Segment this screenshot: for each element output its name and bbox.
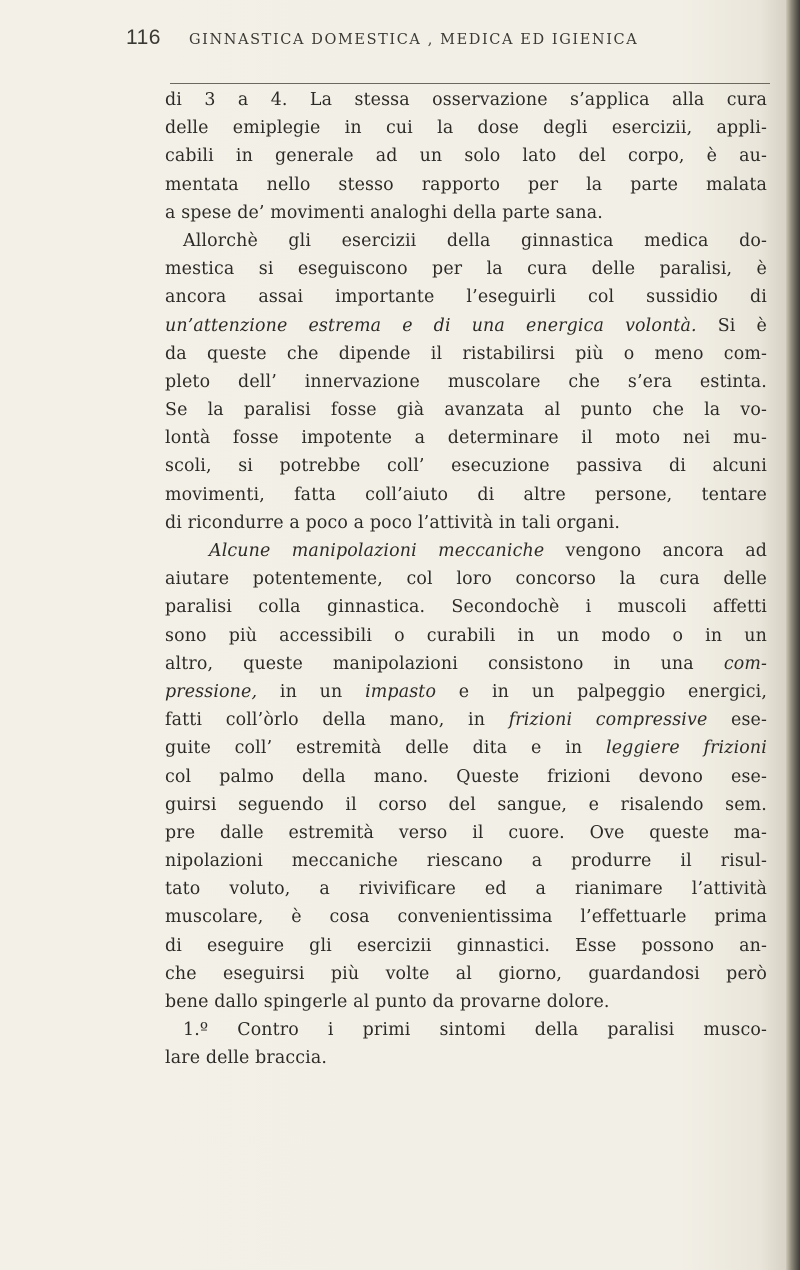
text-line [165, 255, 767, 283]
italic-text: com- [723, 653, 767, 674]
text-segment: che eseguirsi più volte al giorno, guardandosi però [165, 963, 767, 984]
text-segment: sono più accessibili o curabili in un modo o in un [165, 625, 767, 646]
text-segment: pleto dell’ innervazione muscolare che s’era estinta. [165, 371, 767, 392]
text-line [165, 340, 767, 368]
text-segment: paralisi colla ginnastica. Secondochè i muscoli affetti [165, 597, 767, 618]
text-segment: Si è [696, 315, 767, 336]
text-line [165, 593, 767, 621]
text-line [165, 678, 767, 706]
text-line [165, 283, 767, 311]
text-segment: muscolare, è cosa convenientissima l’effettuarle prima [165, 907, 767, 928]
italic-text: un’attenzione estrema e di una energica volontà. [165, 315, 697, 336]
text-segment: di eseguire gli esercizii ginnastici. Esse possono an- [165, 935, 767, 956]
text-line [165, 622, 767, 650]
text-line [165, 142, 767, 170]
text-line [165, 960, 767, 988]
text-segment: mestica si eseguiscono per la cura delle paralisi, è [165, 259, 767, 280]
running-head: GINNASTICA DOMESTICA , MEDICA ED IGIENICA [188, 32, 639, 48]
paragraph-start-line [165, 537, 767, 565]
text-segment: di ricondurre a poco a poco l’attività in tali organi. [165, 512, 621, 533]
italic-text: pressione, [165, 681, 258, 702]
page-binding-edge [786, 0, 800, 1270]
text-segment: mentata nello stesso rapporto per la parte malata [165, 174, 767, 195]
text-line [165, 791, 767, 819]
text-line [165, 86, 767, 114]
text-line [165, 988, 767, 1016]
header-rule [170, 83, 770, 84]
text-line [165, 847, 767, 875]
text-line [165, 199, 767, 227]
text-segment: lontà fosse impotente a determinare il moto nei mu- [165, 428, 767, 449]
text-segment: scoli, si potrebbe coll’ esecuzione passiva di alcuni [165, 456, 767, 477]
text-segment: vengono ancora ad [544, 541, 767, 561]
text-segment: 1.º Contro i primi sintomi della paralisi musco- [183, 1020, 767, 1041]
text-segment: e in un palpeggio energici, [436, 681, 768, 702]
text-segment: nipolazioni meccaniche riescano a produrre il risul- [165, 851, 767, 872]
text-line [165, 650, 767, 678]
italic-text: leggiere frizioni [606, 738, 767, 759]
text-line [165, 171, 767, 199]
text-line [165, 452, 767, 480]
italic-text: impasto [365, 681, 437, 702]
text-segment: movimenti, fatta coll’aiuto di altre persone, tentare [165, 484, 767, 505]
paragraph-start-line [165, 227, 767, 255]
text-segment: ese- [707, 710, 767, 731]
text-line [165, 312, 767, 340]
text-segment: aiutare potentemente, col loro concorso la cura delle [165, 569, 767, 590]
text-segment: ancora assai importante l’eseguirli col sussidio di [165, 287, 767, 308]
text-line [165, 114, 767, 142]
text-segment: fatti coll’òrlo della mano, in [165, 710, 509, 731]
text-line [165, 481, 767, 509]
text-segment: in un [257, 681, 366, 702]
text-segment: bene dallo spingerle al punto da provarne dolore. [165, 992, 610, 1012]
text-line [165, 875, 767, 903]
text-line [165, 396, 767, 424]
page-header [126, 26, 726, 66]
text-line [165, 932, 767, 960]
italic-text: Alcune manipolazioni meccaniche [209, 541, 545, 561]
text-segment: lare delle braccia. [165, 1048, 328, 1069]
text-line [165, 706, 767, 734]
page-number: 116 [126, 26, 161, 49]
text-line [165, 763, 767, 791]
text-line [165, 424, 767, 452]
text-segment: da queste che dipende il ristabilirsi più o meno com- [165, 343, 767, 364]
text-line [165, 509, 767, 537]
text-segment: di 3 a 4. La stessa osservazione s’applica alla cura [165, 90, 767, 110]
text-segment: a spese de’ movimenti analoghi della parte sana. [165, 202, 603, 223]
text-segment: altro, queste manipolazioni consistono in una [165, 653, 724, 674]
text-line [165, 1044, 767, 1072]
text-line [165, 734, 767, 762]
text-segment: pre dalle estremità verso il cuore. Ove queste ma- [165, 822, 767, 843]
text-segment: col palmo della mano. Queste frizioni devono ese- [165, 766, 767, 787]
text-segment: guite coll’ estremità delle dita e in [165, 738, 606, 759]
text-segment: delle emiplegie in cui la dose degli esercizii, appli- [165, 118, 767, 139]
text-segment: guirsi seguendo il corso del sangue, e risalendo sem. [165, 794, 767, 815]
text-line [165, 565, 767, 593]
text-segment: cabili in generale ad un solo lato del corpo, è au- [165, 146, 767, 167]
text-segment: Allorchè gli esercizii della ginnastica medica do- [183, 230, 767, 251]
body-text [165, 86, 767, 1073]
text-line [165, 368, 767, 396]
italic-text: frizioni compressive [508, 710, 708, 731]
text-segment: Se la paralisi fosse già avanzata al punto che la vo- [165, 400, 767, 421]
list-item-line [165, 1016, 767, 1044]
text-line [165, 903, 767, 931]
text-segment: tato voluto, a rivivificare ed a rianimare l’attività [165, 879, 767, 900]
text-line [165, 819, 767, 847]
